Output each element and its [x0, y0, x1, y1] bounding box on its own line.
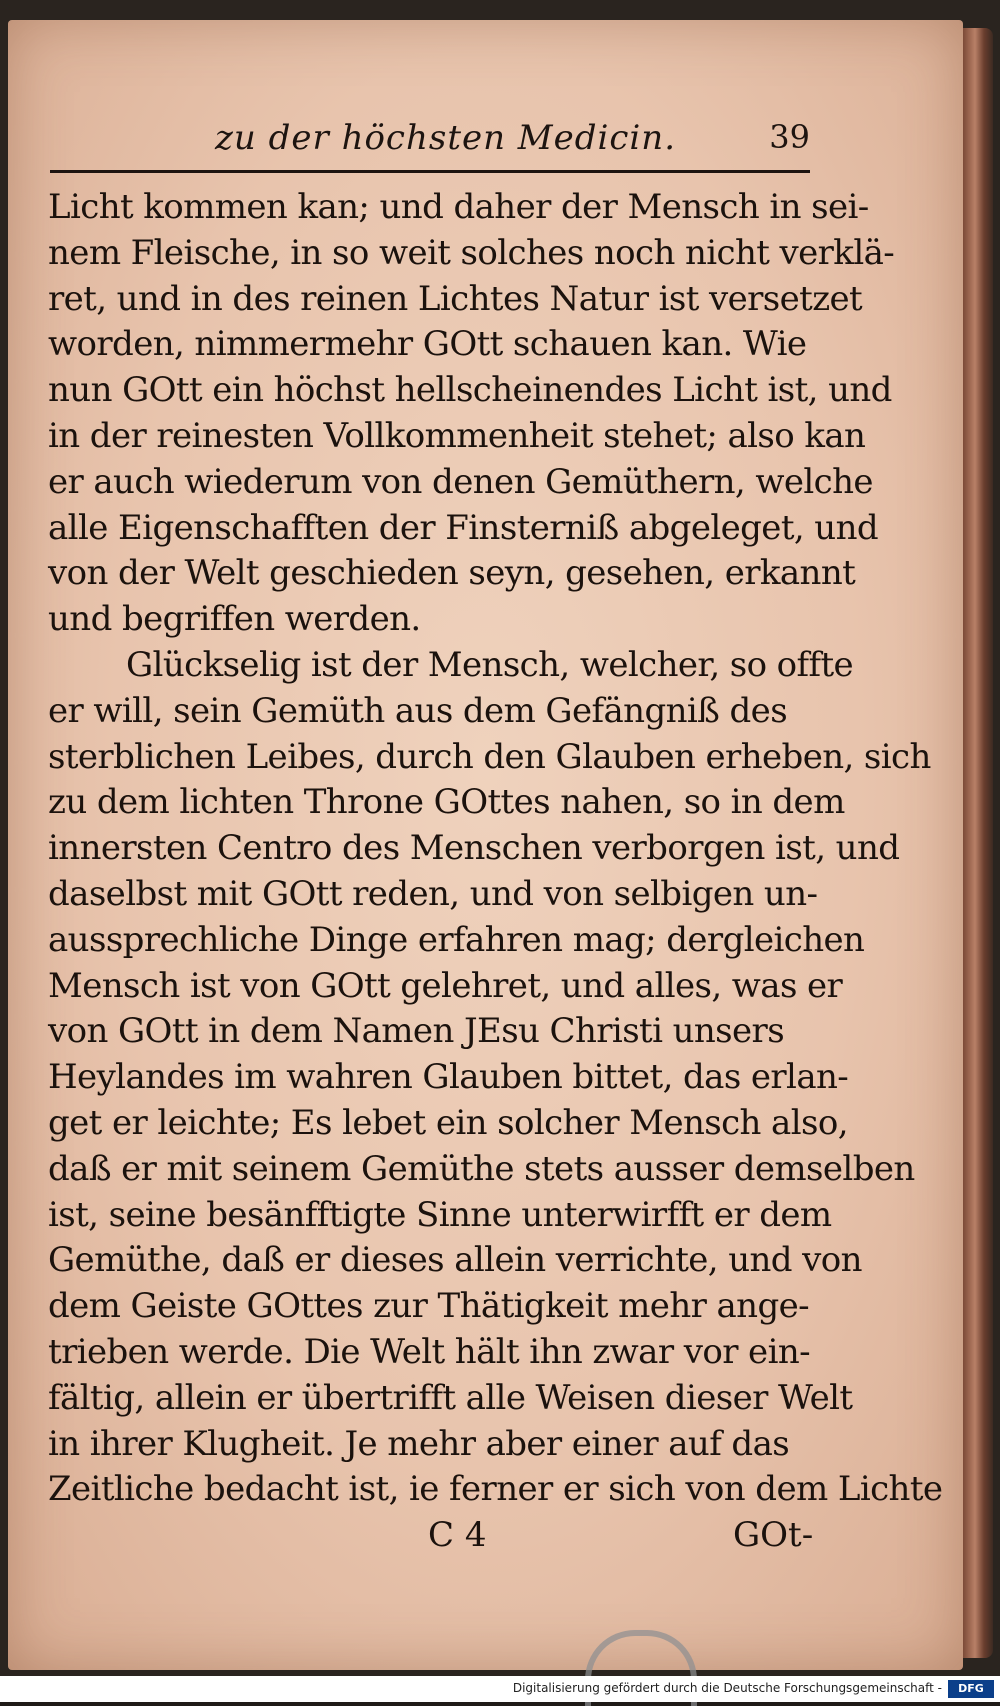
text-line: alle Eigenschafften der Finsterniß abgeleget, und [48, 507, 879, 548]
text-line: in der reinesten Vollkommenheit stehet; also kan [48, 415, 866, 456]
text-line: nun GOtt ein höchst hellscheinendes Licht ist, und [48, 370, 892, 411]
text-line: Glückselig ist der Mensch, welcher, so offte [126, 644, 854, 685]
text-line: nem Fleische, in so weit solches noch nicht verklä- [48, 232, 895, 273]
text-line: in ihrer Klugheit. Je mehr aber einer auf das [48, 1423, 790, 1464]
text-line: er auch wiederum von denen Gemüthern, welche [48, 461, 873, 502]
body-text [48, 185, 943, 1513]
text-line: er will, sein Gemüth aus dem Gefängniß des [48, 690, 788, 731]
text-line: ist, seine besänfftigte Sinne unterwirfft er dem [48, 1194, 832, 1235]
text-line: ret, und in des reinen Lichtes Natur ist versetzet [48, 278, 863, 319]
page-edges [963, 28, 993, 1658]
text-line: trieben werde. Die Welt hält ihn zwar vor ein- [48, 1331, 811, 1372]
text-line: Mensch ist von GOtt gelehret, und alles, was er [48, 965, 843, 1006]
text-line: worden, nimmermehr GOtt schauen kan. Wie [48, 324, 807, 365]
footer-credit: Digitalisierung gefördert durch die Deutsche Forschungsgemeinschaft - [512, 1681, 942, 1695]
text-line: Licht kommen kan; und daher der Mensch in sei- [48, 187, 869, 227]
text-line: daselbst mit GOtt reden, und von selbigen un- [48, 873, 818, 914]
text-line: Heylandes im wahren Glauben bittet, das erlan- [48, 1057, 849, 1098]
text-line: zu dem lichten Throne GOttes nahen, so in dem [48, 782, 845, 823]
text-line: und begriffen werden. [48, 599, 421, 640]
page-header [50, 118, 810, 173]
text-line: get er leichte; Es lebet ein solcher Mensch also, [48, 1102, 848, 1143]
text-line: Gemüthe, daß er dieses allein verrichte, und von [48, 1240, 862, 1281]
text-line: fältig, allein er übertrifft alle Weisen dieser Welt [48, 1377, 853, 1418]
text-line: dem Geiste GOttes zur Thätigkeit mehr ange- [48, 1286, 810, 1327]
text-line: von der Welt geschieden seyn, gesehen, erkannt [48, 553, 856, 594]
running-title: zu der höchsten Medicin. [215, 118, 677, 158]
text-line: innersten Centro des Menschen verborgen ist, und [48, 828, 900, 869]
catchword: GOt- [733, 1515, 814, 1555]
signature-mark: C 4 [428, 1515, 487, 1555]
text-line: von GOtt in dem Namen JEsu Christi unsers [48, 1011, 785, 1052]
digitization-footer [0, 1676, 1000, 1702]
text-line: daß er mit seinem Gemüthe stets ausser demselben [48, 1148, 915, 1189]
text-line: aussprechliche Dinge erfahren mag; dergleichen [48, 919, 865, 960]
dfg-logo: DFG [948, 1680, 994, 1698]
text-line: sterblichen Leibes, durch den Glauben erheben, sich [48, 736, 931, 777]
text-line: Zeitliche bedacht ist, ie ferner er sich von dem Lichte [48, 1469, 943, 1510]
page-number: 39 [769, 118, 810, 156]
